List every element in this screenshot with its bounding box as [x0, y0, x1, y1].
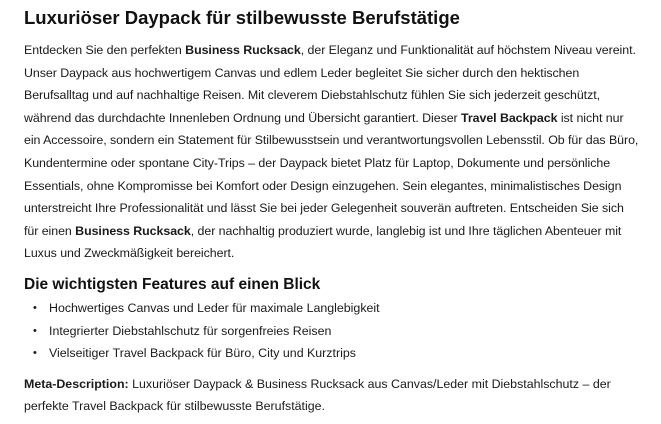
intro-keyword: Travel Backpack [461, 110, 558, 125]
page-title: Luxuriöser Daypack für stilbewusste Berufstätige [24, 7, 460, 28]
intro-paragraph [24, 39, 641, 265]
features-heading: Die wichtigsten Features auf einen Blick [24, 275, 321, 293]
bullet-icon: • [33, 347, 37, 360]
features-list [24, 297, 641, 365]
intro-text: ist nicht nur ein Accessoire, sondern ein Statement für Stilbewusstsein und verantwortungsvollen Lebensstil. Ob für das Büro, Kundentermine oder spontane City-Trips – der Daypack bietet Platz für Laptop, Dokumente und persönliche Essentials, ohne Kompromisse bei Komfort oder Design einzugehen. Sein elegantes, minimalistisches Design unterstreicht Ihre Professionalität und lässt Sie bei jeder Gelegenheit souverän auftreten. Entscheiden Sie sich für einen [24, 110, 639, 238]
bullet-icon: • [33, 324, 37, 337]
bullet-icon: • [33, 301, 37, 314]
intro-text: Entdecken Sie den perfekten [24, 43, 186, 57]
meta-text: Luxuriöser Daypack & Business Rucksack aus Canvas/Leder mit Diebstahlschutz – der perfekte Travel Backpack für stilbewusste Berufstätige. [24, 376, 611, 414]
meta-description [24, 373, 641, 418]
list-item [33, 297, 641, 320]
list-item [33, 320, 641, 343]
meta-label: Meta-Description: [24, 376, 129, 391]
list-item-text: Integrierter Diebstahlschutz für sorgenfreies Reisen [49, 323, 332, 338]
intro-keyword: Business Rucksack [75, 223, 191, 238]
list-item-text: Vielseitiger Travel Backpack für Büro, City und Kurztrips [49, 346, 356, 361]
list-item-text: Hochwertiges Canvas und Leder für maximale Langlebigkeit [49, 300, 380, 315]
intro-keyword: Business Rucksack [185, 43, 301, 57]
intro-text: , der Eleganz und Funktionalität auf höchstem Niveau vereint. Unser Daypack aus hochwertigem Canvas und edlem Leder begleitet Sie sicher durch den hektischen Berufsalltag und auf nachhaltige Reisen. Mit cleverem Diebstahlschutz fühlen Sie sich jederzeit geschützt, während das durchdachte Innenleben Ordnung und Übersicht garantiert. Dieser [24, 43, 636, 125]
intro-text: , der nachhaltig produziert wurde, langlebig ist und Ihre täglichen Abenteuer mit Luxus und Zweckmäßigkeit bereichert. [24, 223, 622, 261]
list-item [33, 342, 641, 365]
